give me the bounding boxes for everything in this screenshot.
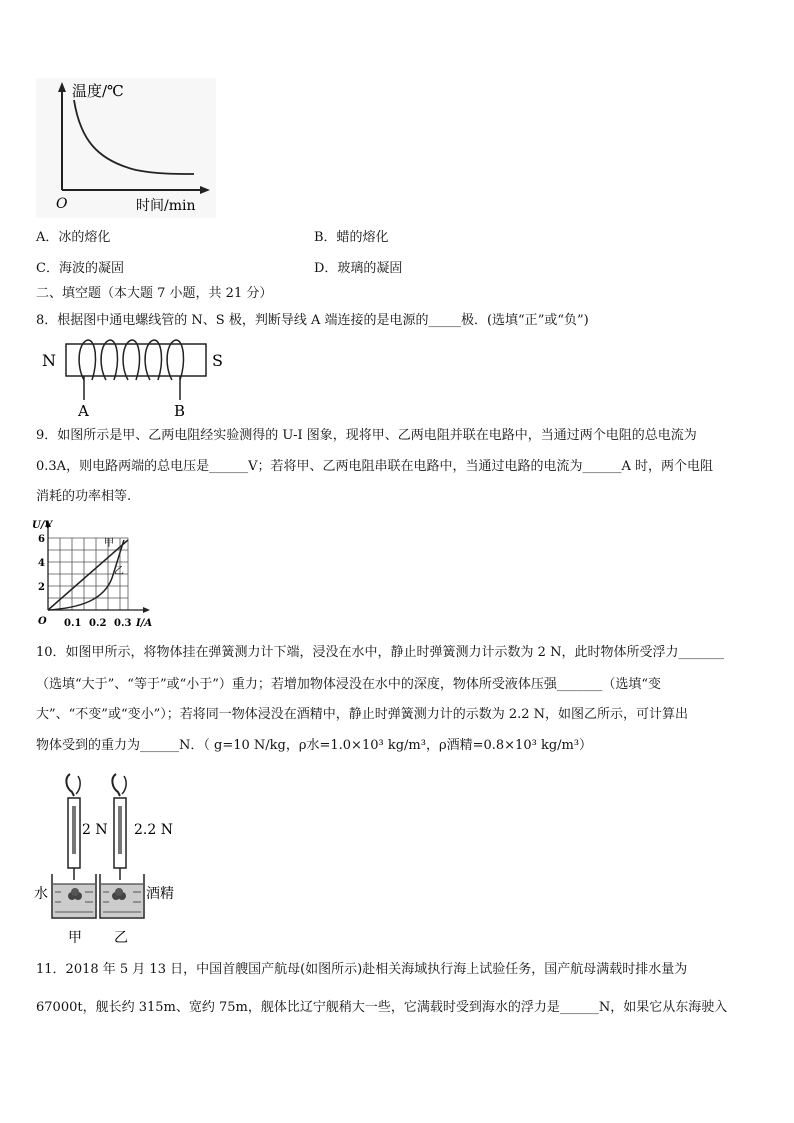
q9-line-1: 9．如图所示是甲、乙两电阻经实验测得的 U-I 图象，现将甲、乙两电阻并联在电路中，当通过两个电阻的总电流为 <box>36 428 697 443</box>
q10-line-4: 物体受到的重力为______N．（ g=10 N/kg，ρ水=1.0×10³ kg/m³，ρ酒精=0.8×10³ kg/m³） <box>36 738 593 753</box>
q9-line-3: 消耗的功率相等. <box>36 489 132 504</box>
q8-solenoid-svg <box>36 336 236 420</box>
q10-line-3: 大”、“不变”或“变小”）；若将同一物体浸没在酒精中，静止时弹簧测力计的示数为 2.2 N，如图乙所示，可计算出 <box>36 707 689 722</box>
q8-solenoid-core <box>66 344 206 376</box>
q10-line-1: 10．如图甲所示，将物体挂在弹簧测力计下端，浸没在水中，静止时弹簧测力计示数为 2 N，此时物体所受浮力_______ <box>36 645 724 660</box>
q7-option-d: D．玻璃的凝固 <box>314 261 403 276</box>
q9-series-jia-label: 甲 <box>104 538 114 549</box>
q9-y-tick-2: 2 <box>38 582 45 593</box>
q10-fig-jia-label: 甲 <box>68 930 82 946</box>
q7-option-a: A．冰的熔化 <box>36 230 111 245</box>
q9-y-tick-6: 6 <box>38 534 45 545</box>
q7-option-c: C．海波的凝固 <box>36 261 124 276</box>
q10-left-beaker <box>52 874 96 918</box>
q9-series-yi-label: 乙 <box>114 566 124 577</box>
q7-y-label: 温度/℃ <box>72 82 124 100</box>
q9-x-arrow <box>143 607 150 613</box>
q9-graph-svg <box>30 516 170 632</box>
q7-graph-svg <box>36 78 216 218</box>
q7-temperature-graph <box>36 78 216 218</box>
q10-left-reading: 2 N <box>82 822 108 838</box>
q10-alcohol-label: 酒精 <box>146 886 174 902</box>
q8-n-pole-label: N <box>42 351 56 370</box>
q9-line-2: 0.3A，则电路两端的总电压是______V；若将甲、乙两电阻串联在电路中，当通过电路的电流为______A 时，两个电阻 <box>36 459 713 474</box>
q8-coil-windings <box>79 340 183 380</box>
q10-spring-scale-figure <box>30 770 190 948</box>
q10-right-beaker <box>100 874 144 918</box>
q9-x-tick-0-3: 0.3 <box>114 618 132 629</box>
q9-ui-graph <box>30 516 170 632</box>
q8-b-label: B <box>174 402 186 420</box>
q8-s-pole-label: S <box>212 351 223 370</box>
q9-x-tick-0-1: 0.1 <box>64 618 82 629</box>
q8-question-text: 8．根据图中通电螺线管的 N、S 极，判断导线 A 端连接的是电源的_____极．(选填“正”或“负”) <box>36 313 589 328</box>
q10-left-scale <box>66 774 80 880</box>
q7-x-arrow <box>200 186 210 194</box>
q7-origin-label: O <box>56 196 68 212</box>
q10-figure-svg <box>30 770 190 948</box>
q10-right-scale <box>112 774 126 880</box>
q7-y-arrow <box>58 82 66 92</box>
q10-line-2: （选填“大于”、“等于”或“小于”）重力；若增加物体浸没在水中的深度，物体所受液体压强_______（选填“变 <box>36 677 662 692</box>
q10-water-label: 水 <box>34 886 48 902</box>
section-heading: 二、填空题（本大题 7 小题，共 21 分） <box>36 286 273 301</box>
q7-temperature-curve <box>74 100 194 174</box>
q7-x-label: 时间/min <box>136 198 196 214</box>
q11-line-2: 67000t，舰长约 315m、宽约 75m，舰体比辽宁舰稍大一些，它满载时受到海水的浮力是______N，如果它从东海驶入 <box>36 1000 728 1015</box>
q10-right-reading: 2.2 N <box>134 822 173 838</box>
q8-solenoid-figure <box>36 336 236 420</box>
q9-x-label: I/A <box>136 618 153 629</box>
q8-a-label: A <box>78 402 89 420</box>
q9-y-label: U/V <box>32 520 53 531</box>
q7-option-b: B．蜡的熔化 <box>314 230 389 245</box>
q9-origin-label: O <box>38 616 47 627</box>
q11-line-1: 11．2018 年 5 月 13 日，中国首艘国产航母(如图所示)赴相关海域执行海上试验任务，国产航母满载时排水量为 <box>36 962 688 977</box>
q9-y-tick-4: 4 <box>38 558 45 569</box>
q9-x-tick-0-2: 0.2 <box>89 618 107 629</box>
q10-fig-yi-label: 乙 <box>114 930 128 946</box>
